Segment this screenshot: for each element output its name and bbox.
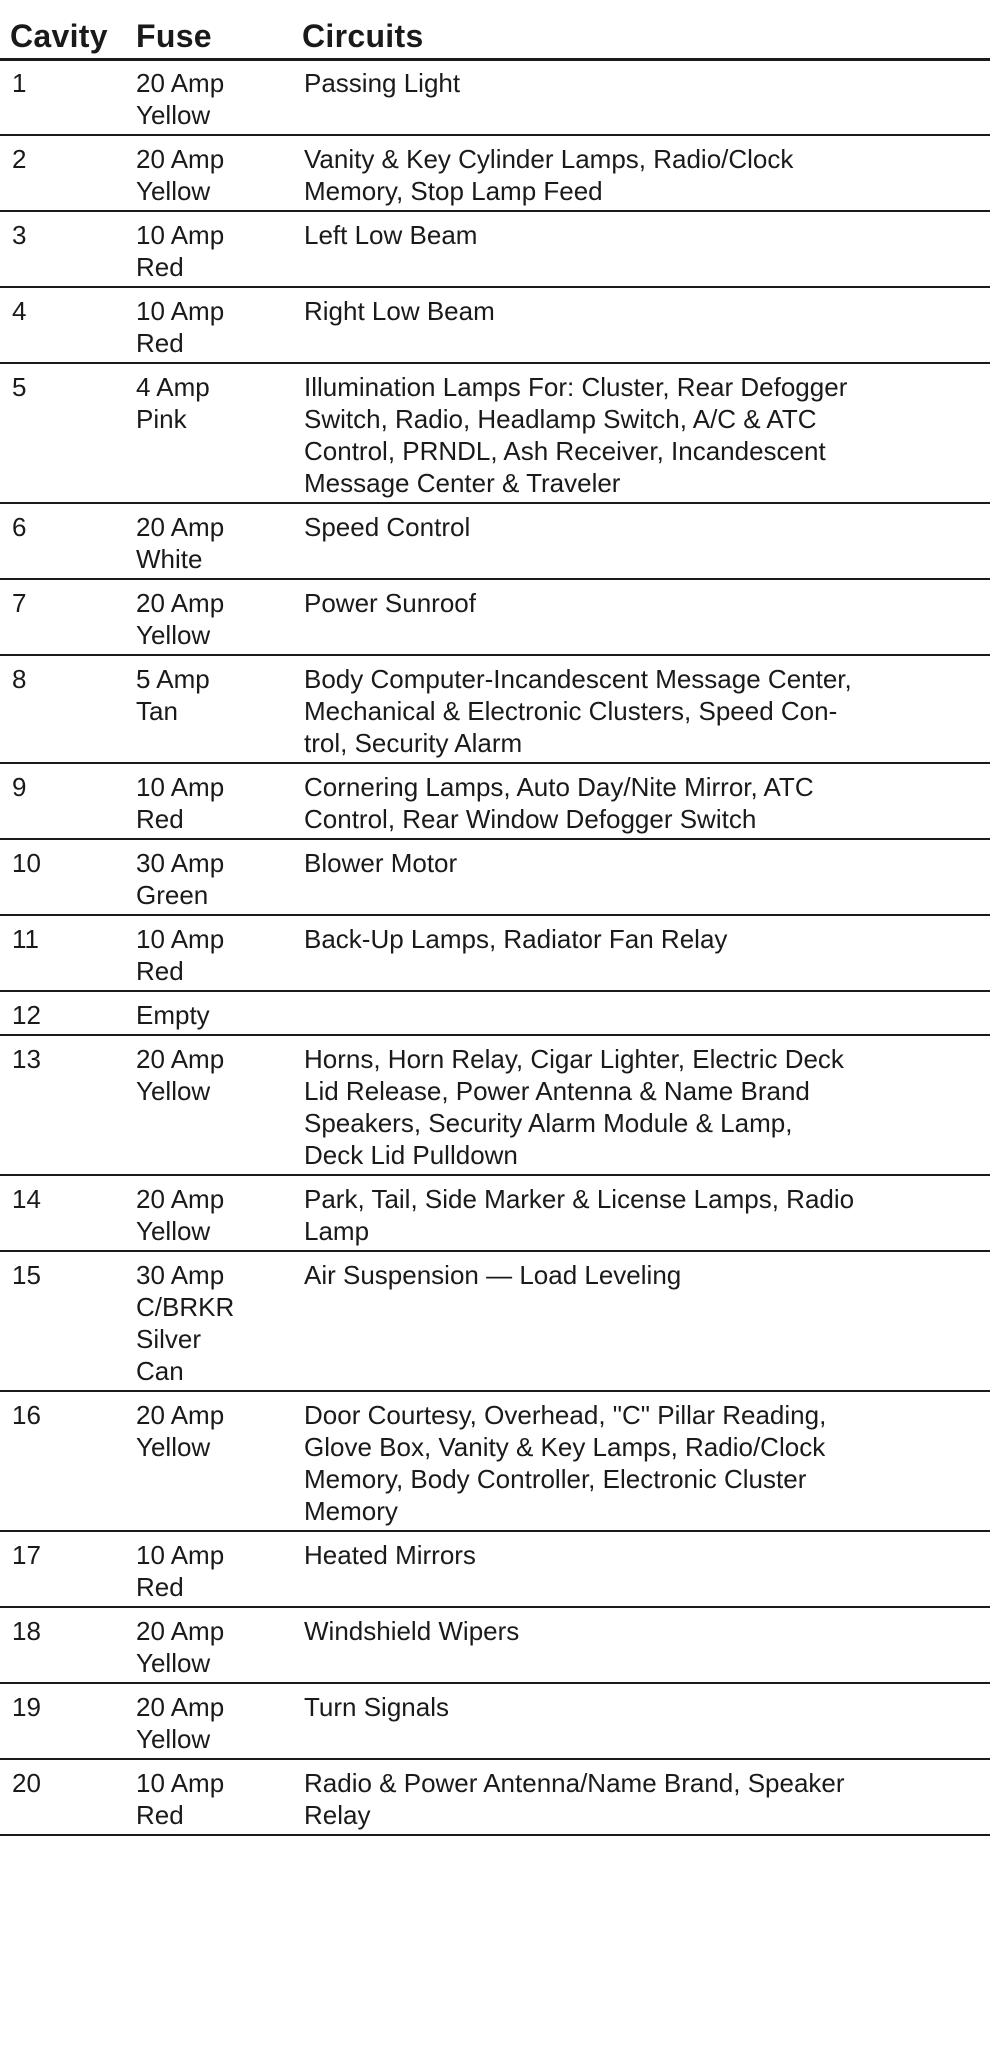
table-row (0, 288, 990, 364)
fuse-line: 10 Amp (136, 1768, 225, 1798)
circuit-line: Memory (304, 1496, 398, 1526)
fuse-line: 20 Amp (136, 588, 225, 618)
fuse-rating (136, 67, 286, 131)
cavity-number: 1 (12, 68, 27, 98)
table-row (0, 656, 990, 764)
circuit-line: Back-Up Lamps, Radiator Fan Relay (304, 924, 728, 954)
table-header (0, 12, 990, 61)
fuse-rating (136, 923, 286, 987)
circuit-line: Heated Mirrors (304, 1540, 476, 1570)
fuse-line: White (136, 544, 203, 574)
cavity-number: 2 (12, 144, 27, 174)
circuits-description (304, 771, 989, 835)
cavity-number: 16 (12, 1400, 41, 1430)
table-row (0, 1684, 990, 1760)
circuit-line: Door Courtesy, Overhead, "C" Pillar Reading, (304, 1400, 827, 1430)
header-cavity: Cavity (10, 18, 108, 54)
fuse-line: 4 Amp (136, 372, 210, 402)
cavity-number: 6 (12, 512, 27, 542)
header-fuse: Fuse (136, 18, 212, 54)
table-row (0, 60, 990, 136)
fuse-rating (136, 1043, 286, 1107)
circuits-description (304, 663, 989, 759)
circuit-line: Blower Motor (304, 848, 458, 878)
circuit-line: Speakers, Security Alarm Module & Lamp, (304, 1108, 793, 1138)
fuse-line: Red (136, 328, 184, 358)
circuit-line: Memory, Stop Lamp Feed (304, 176, 603, 206)
fuse-table-body (0, 60, 990, 1836)
fuse-line: Yellow (136, 1076, 211, 1106)
circuits-description (304, 511, 989, 543)
fuse-line: Yellow (136, 620, 211, 650)
cavity-number: 11 (12, 924, 39, 954)
fuse-rating (136, 663, 286, 727)
fuse-rating (136, 1539, 286, 1603)
circuit-line: Switch, Radio, Headlamp Switch, A/C & ATC (304, 404, 817, 434)
cavity-number: 20 (12, 1768, 41, 1798)
fuse-line: 10 Amp (136, 924, 225, 954)
fuse-line: Red (136, 252, 184, 282)
circuits-description (304, 587, 989, 619)
circuit-line: Relay (304, 1800, 371, 1830)
circuit-line: Control, PRNDL, Ash Receiver, Incandescent (304, 436, 826, 466)
fuse-rating (136, 1399, 286, 1463)
cavity-number: 18 (12, 1616, 41, 1646)
circuit-line: Power Sunroof (304, 588, 476, 618)
fuse-line: Green (136, 880, 209, 910)
table-row (0, 1532, 990, 1608)
circuits-description (304, 1539, 989, 1571)
fuse-rating (136, 1767, 286, 1831)
fuse-line: 20 Amp (136, 68, 225, 98)
circuit-line: Speed Control (304, 512, 471, 542)
circuits-description (304, 1259, 989, 1291)
fuse-rating (136, 219, 286, 283)
circuits-description (304, 847, 989, 879)
circuits-description (304, 295, 989, 327)
circuit-line: Glove Box, Vanity & Key Lamps, Radio/Clock (304, 1432, 826, 1462)
fuse-line: Yellow (136, 1216, 211, 1246)
fuse-rating (136, 847, 286, 911)
fuse-rating (136, 587, 286, 651)
fuse-line: Red (136, 1800, 184, 1830)
circuit-line: Horns, Horn Relay, Cigar Lighter, Electric Deck (304, 1044, 844, 1074)
cavity-number: 9 (12, 772, 27, 802)
table-row (0, 1760, 990, 1836)
fuse-line: 30 Amp (136, 848, 225, 878)
table-row (0, 916, 990, 992)
table-row (0, 992, 990, 1036)
circuit-line: Left Low Beam (304, 220, 478, 250)
fuse-line: 20 Amp (136, 1400, 225, 1430)
circuit-line: trol, Security Alarm (304, 728, 523, 758)
circuit-line: Vanity & Key Cylinder Lamps, Radio/Clock (304, 144, 794, 174)
circuit-line: Air Suspension — Load Leveling (304, 1260, 682, 1290)
fuse-rating (136, 999, 286, 1031)
circuits-description (304, 1043, 989, 1171)
circuits-description (304, 1691, 989, 1723)
circuit-line: Deck Lid Pulldown (304, 1140, 518, 1170)
fuse-line: 20 Amp (136, 1616, 225, 1646)
circuits-description (304, 923, 989, 955)
fuse-line: 10 Amp (136, 220, 225, 250)
circuit-line: Turn Signals (304, 1692, 449, 1722)
circuits-description (304, 143, 989, 207)
fuse-line: 10 Amp (136, 296, 225, 326)
fuse-line: 5 Amp (136, 664, 210, 694)
fuse-line: 10 Amp (136, 772, 225, 802)
circuit-line: Passing Light (304, 68, 461, 98)
table-row (0, 504, 990, 580)
fuse-rating (136, 1691, 286, 1755)
circuits-description (304, 1615, 989, 1647)
cavity-number: 13 (12, 1044, 41, 1074)
table-row (0, 212, 990, 288)
cavity-number: 14 (12, 1184, 41, 1214)
fuse-line: 30 Amp (136, 1260, 225, 1290)
circuit-line: Mechanical & Electronic Clusters, Speed Con- (304, 696, 838, 726)
fuse-line: 20 Amp (136, 1044, 225, 1074)
fuse-line: Red (136, 956, 184, 986)
circuit-line: Body Computer-Incandescent Message Center, (304, 664, 852, 694)
fuse-line: Tan (136, 696, 178, 726)
circuit-line: Lid Release, Power Antenna & Name Brand (304, 1076, 810, 1106)
fuse-line: 20 Amp (136, 1184, 225, 1214)
fuse-line: Yellow (136, 1724, 211, 1754)
cavity-number: 19 (12, 1692, 41, 1722)
circuit-line: Park, Tail, Side Marker & License Lamps, Radio (304, 1184, 855, 1214)
fuse-line: Red (136, 804, 184, 834)
fuse-line: Yellow (136, 1648, 211, 1678)
table-row (0, 580, 990, 656)
cavity-number: 15 (12, 1260, 41, 1290)
table-row (0, 1608, 990, 1684)
circuit-line: Right Low Beam (304, 296, 495, 326)
fuse-rating (136, 771, 286, 835)
circuits-description (304, 1399, 989, 1527)
circuits-description (304, 1183, 989, 1247)
circuits-description (304, 1767, 989, 1831)
fuse-line: Red (136, 1572, 184, 1602)
circuit-line: Memory, Body Controller, Electronic Cluster (304, 1464, 807, 1494)
circuits-description (304, 219, 989, 251)
cavity-number: 17 (12, 1540, 41, 1570)
fuse-line: Can (136, 1356, 184, 1386)
circuit-line: Cornering Lamps, Auto Day/Nite Mirror, ATC (304, 772, 814, 802)
fuse-line: 10 Amp (136, 1540, 225, 1570)
fuse-rating (136, 1183, 286, 1247)
circuit-line: Control, Rear Window Defogger Switch (304, 804, 757, 834)
fuse-rating (136, 511, 286, 575)
fuse-line: Silver (136, 1324, 202, 1354)
fuse-rating (136, 1615, 286, 1679)
cavity-number: 8 (12, 664, 27, 694)
fuse-rating (136, 143, 286, 207)
cavity-number: 7 (12, 588, 27, 618)
fuse-rating (136, 1259, 286, 1387)
table-row (0, 364, 990, 504)
table-row (0, 764, 990, 840)
fuse-line: Empty (136, 1000, 210, 1030)
table-row (0, 840, 990, 916)
fuse-line: 20 Amp (136, 1692, 225, 1722)
fuse-line: 20 Amp (136, 144, 225, 174)
cavity-number: 12 (12, 1000, 41, 1030)
table-row (0, 1252, 990, 1392)
table-row (0, 136, 990, 212)
fuse-line: C/BRKR (136, 1292, 235, 1322)
circuits-description (304, 67, 989, 99)
circuit-line: Radio & Power Antenna/Name Brand, Speaker (304, 1768, 845, 1798)
header-circuits: Circuits (302, 18, 424, 54)
table-row (0, 1392, 990, 1532)
circuit-line: Windshield Wipers (304, 1616, 520, 1646)
cavity-number: 5 (12, 372, 27, 402)
fuse-line: Yellow (136, 1432, 211, 1462)
fuse-line: Pink (136, 404, 187, 434)
fuse-line: 20 Amp (136, 512, 225, 542)
circuit-line: Illumination Lamps For: Cluster, Rear Defogger (304, 372, 848, 402)
cavity-number: 4 (12, 296, 27, 326)
cavity-number: 3 (12, 220, 27, 250)
circuits-description (304, 371, 989, 499)
circuit-line: Lamp (304, 1216, 370, 1246)
fuse-rating (136, 371, 286, 435)
cavity-number: 10 (12, 848, 41, 878)
circuit-line: Message Center & Traveler (304, 468, 621, 498)
fuse-line: Yellow (136, 176, 211, 206)
table-row (0, 1176, 990, 1252)
fuse-line: Yellow (136, 100, 211, 130)
fuse-rating (136, 295, 286, 359)
table-row (0, 1036, 990, 1176)
